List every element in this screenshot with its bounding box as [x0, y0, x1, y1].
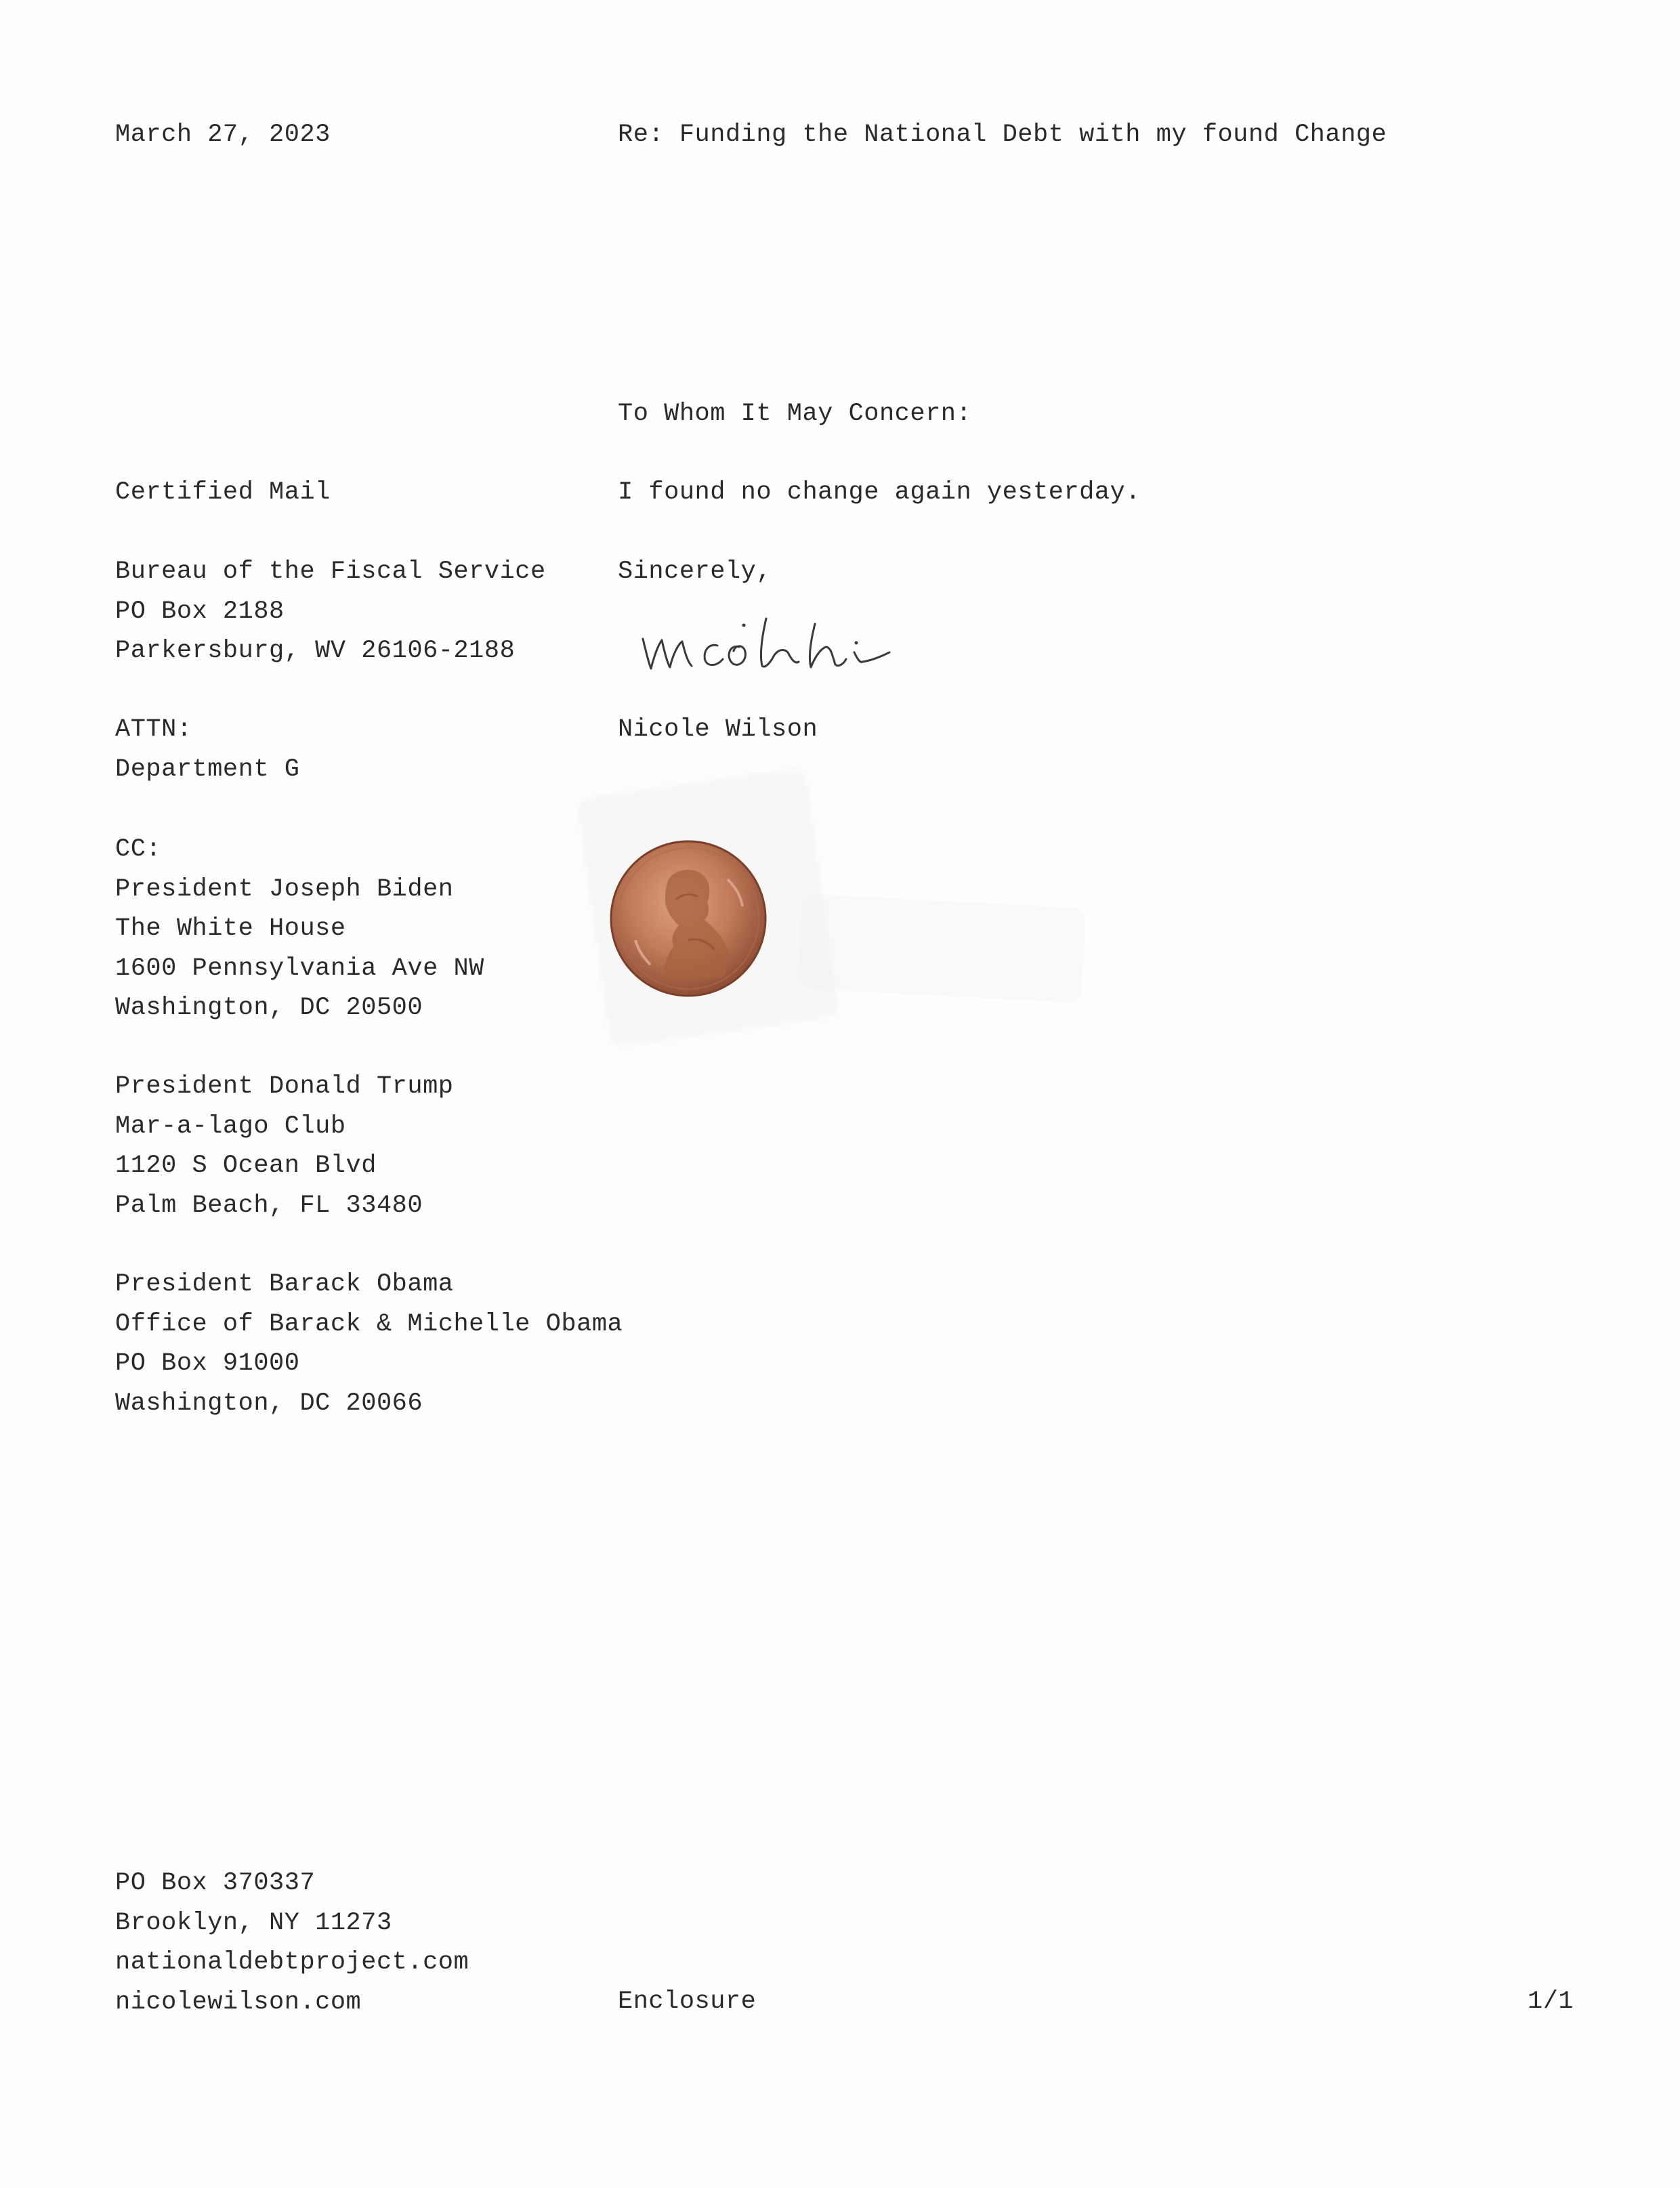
cc-recipient-trump [115, 1067, 453, 1225]
cc-line: President Joseph Biden [115, 875, 454, 904]
letter-closing: Sincerely, [618, 557, 772, 586]
signer-name: Nicole Wilson [618, 715, 818, 744]
cc-block [115, 830, 484, 1028]
attention-value: Department G [115, 755, 300, 784]
letter-date: March 27, 2023 [115, 121, 331, 149]
recipient-name: Bureau of the Fiscal Service [115, 557, 546, 586]
penny-coin-icon [608, 839, 768, 998]
handwritten-signature [633, 613, 952, 681]
cc-line: PO Box 91000 [115, 1349, 300, 1378]
cc-line: President Donald Trump [115, 1072, 454, 1101]
cc-line: Washington, DC 20500 [115, 994, 423, 1022]
sender-website-link[interactable]: nationaldebtproject.com [115, 1948, 469, 1977]
sender-line: Brooklyn, NY 11273 [115, 1908, 392, 1937]
attention-block [115, 710, 299, 789]
delivery-method: Certified Mail [115, 478, 331, 507]
recipient-line1: PO Box 2188 [115, 597, 285, 626]
sender-website-link[interactable]: nicolewilson.com [115, 1987, 362, 2017]
enclosure-note: Enclosure [618, 1987, 757, 2016]
sender-address [115, 1864, 469, 2022]
cc-label: CC: [115, 835, 162, 864]
cc-line: The White House [115, 914, 346, 943]
cc-line: Palm Beach, FL 33480 [115, 1191, 423, 1220]
cc-line: Office of Barack & Michelle Obama [115, 1309, 623, 1339]
recipient-address [115, 552, 546, 671]
tape-residue [797, 893, 1087, 1003]
cc-line: President Barack Obama [115, 1270, 454, 1299]
cc-line: 1600 Pennsylvania Ave NW [115, 954, 484, 983]
letter-body: I found no change again yesterday. [618, 478, 1141, 507]
letter-subject: Re: Funding the National Debt with my found Change [618, 121, 1387, 149]
cc-line: Washington, DC 20066 [115, 1389, 423, 1418]
cc-line: 1120 S Ocean Blvd [115, 1152, 377, 1180]
recipient-line2: Parkersburg, WV 26106-2188 [115, 637, 516, 665]
attention-label: ATTN: [115, 715, 192, 744]
letter-salutation: To Whom It May Concern: [618, 400, 972, 428]
page-number: 1/1 [1528, 1987, 1574, 2016]
cc-line: Mar-a-lago Club [115, 1112, 346, 1141]
sender-line: PO Box 370337 [115, 1869, 316, 1897]
cc-recipient-obama [115, 1265, 623, 1423]
